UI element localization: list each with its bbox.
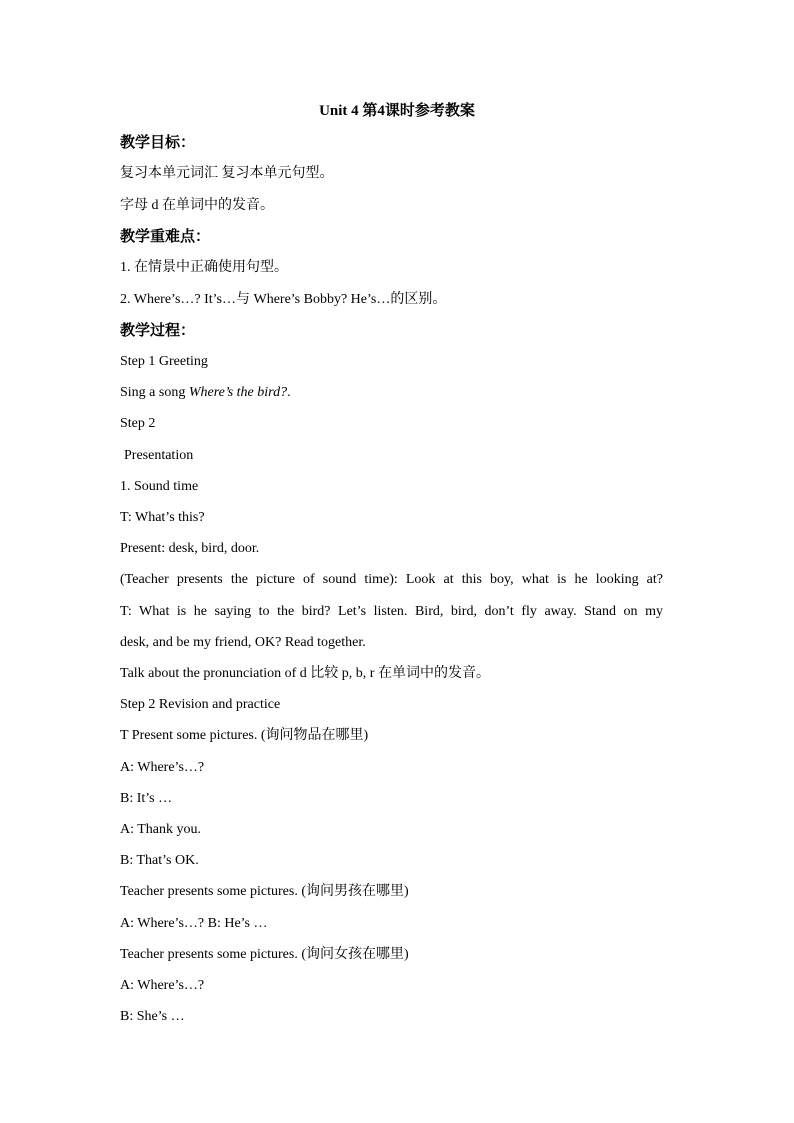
- text-line: Step 1 Greeting: [120, 354, 208, 369]
- song-title: Where’s the bird?: [188, 385, 288, 400]
- text-line: Talk about the pronunciation of d 比较 p, b, r 在单词中的发音。: [120, 666, 490, 681]
- heading-key-points: 教学重难点：: [120, 229, 211, 245]
- text-line: desk, and be my friend, OK? Read together.: [120, 635, 366, 650]
- text-line: T: What’s this?: [120, 510, 205, 525]
- text-line: (Teacher presents the picture of sound time): Look at this boy, what is he looking at?: [120, 572, 663, 587]
- text-line: 1. Sound time: [120, 479, 199, 494]
- heading-process: 教学过程：: [120, 323, 196, 339]
- text-line: A: Where’s…?: [120, 978, 205, 993]
- text-line: 2. Where’s…? It’s…与 Where’s Bobby? He’s…的区别。: [120, 292, 447, 307]
- song-line: [120, 382, 291, 404]
- text-line: Teacher presents some pictures. (询问女孩在哪里): [120, 947, 409, 962]
- text-line: B: That’s OK.: [120, 853, 199, 868]
- text-line: Teacher presents some pictures. (询问男孩在哪里): [120, 884, 409, 899]
- text-line: A: Where’s…? B: He’s …: [120, 916, 268, 931]
- text-line: T Present some pictures. (询问物品在哪里): [120, 728, 369, 743]
- text-line: A: Where’s…?: [120, 760, 205, 775]
- song-intro: Sing a song: [120, 385, 189, 400]
- text-line: 复习本单元词汇 复习本单元句型。: [120, 166, 334, 181]
- text-line: Presentation: [124, 448, 194, 463]
- text-line: Step 2 Revision and practice: [120, 697, 281, 712]
- page-title: Unit 4 第4课时参考教案: [319, 103, 475, 119]
- text-line: B: It’s …: [120, 791, 173, 806]
- text-line: Step 2: [120, 416, 156, 431]
- text-line: Present: desk, bird, door.: [120, 541, 260, 556]
- text-line: 1. 在情景中正确使用句型。: [120, 260, 288, 275]
- text-line: A: Thank you.: [120, 822, 202, 837]
- text-line: 字母 d 在单词中的发音。: [120, 198, 274, 213]
- song-period: .: [287, 385, 291, 400]
- heading-objectives: 教学目标：: [120, 135, 196, 151]
- text-line: B: She’s …: [120, 1009, 185, 1024]
- text-line: T: What is he saying to the bird? Let’s listen. Bird, bird, don’t fly away. Stand on my: [120, 604, 663, 619]
